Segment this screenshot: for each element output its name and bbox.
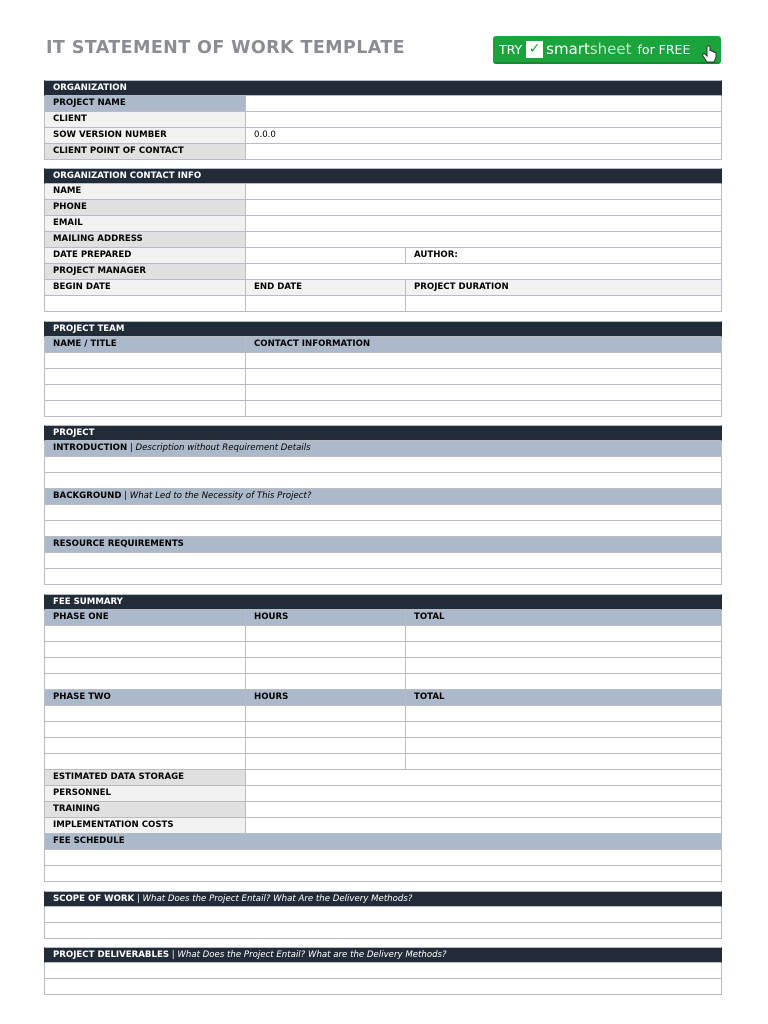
phase-two-cell[interactable] xyxy=(45,706,246,721)
deliverables-note: | What Does the Project Entail? What are the Delivery Methods? xyxy=(169,950,447,960)
total-cell[interactable] xyxy=(406,754,721,769)
contact-info-section xyxy=(44,168,722,312)
deliverables-header xyxy=(45,948,721,962)
hours-cell[interactable] xyxy=(246,738,406,753)
scope-of-work-note: | What Does the Project Entail? What Are the Delivery Methods? xyxy=(134,894,413,904)
scope-of-work-label: SCOPE OF WORK xyxy=(53,894,135,904)
date-prepared-label: DATE PREPARED xyxy=(45,248,246,263)
implementation-costs-label: IMPLEMENTATION COSTS xyxy=(45,818,246,833)
scope-of-work-section xyxy=(44,891,722,939)
cta-try-label: TRY xyxy=(499,41,523,57)
background-label: BACKGROUND xyxy=(53,491,122,501)
personnel-field[interactable] xyxy=(246,786,721,801)
deliverables-section xyxy=(44,947,722,995)
project-manager-field[interactable] xyxy=(246,264,721,279)
background-note: | What Led to the Necessity of This Project? xyxy=(121,491,312,501)
try-smartsheet-button[interactable] xyxy=(493,36,721,64)
email-label: EMAIL xyxy=(45,216,246,231)
team-contact-cell[interactable] xyxy=(246,401,721,416)
total-cell[interactable] xyxy=(406,626,721,641)
client-label: CLIENT xyxy=(45,112,246,127)
mailing-address-label: MAILING ADDRESS xyxy=(45,232,246,247)
introduction-note: | Description without Requirement Details xyxy=(127,443,311,453)
total-cell[interactable] xyxy=(406,642,721,657)
team-contact-cell[interactable] xyxy=(246,385,721,400)
team-contact-cell[interactable] xyxy=(246,353,721,368)
introduction-field[interactable] xyxy=(45,473,721,488)
hours-cell[interactable] xyxy=(246,658,406,673)
phase-one-cell[interactable] xyxy=(45,626,246,641)
sow-version-label: SOW VERSION NUMBER xyxy=(45,128,246,143)
email-field[interactable] xyxy=(246,216,721,231)
fee-schedule-field[interactable] xyxy=(45,866,721,881)
name-field[interactable] xyxy=(246,184,721,199)
name-label: NAME xyxy=(45,184,246,199)
project-team-header: PROJECT TEAM xyxy=(45,322,721,336)
phase-one-cell[interactable] xyxy=(45,658,246,673)
sow-version-field[interactable]: 0.0.0 xyxy=(254,130,276,140)
total-cell[interactable] xyxy=(406,674,721,689)
introduction-label: INTRODUCTION xyxy=(53,443,128,453)
total-cell[interactable] xyxy=(406,658,721,673)
hours-cell[interactable] xyxy=(246,722,406,737)
mailing-address-field[interactable] xyxy=(246,232,721,247)
client-poc-field[interactable] xyxy=(246,144,721,159)
contact-info-header: ORGANIZATION CONTACT INFO xyxy=(45,169,721,183)
total-col-header: TOTAL xyxy=(406,690,721,705)
cta-brand-a: smart xyxy=(546,40,590,58)
date-prepared-field[interactable] xyxy=(246,248,406,263)
data-storage-field[interactable] xyxy=(246,770,721,785)
organization-header: ORGANIZATION xyxy=(45,81,721,95)
hours-cell[interactable] xyxy=(246,626,406,641)
checkmark-icon: ✓ xyxy=(526,41,543,58)
phase-two-cell[interactable] xyxy=(45,722,246,737)
implementation-costs-field[interactable] xyxy=(246,818,721,833)
hand-cursor-icon xyxy=(701,45,719,65)
total-cell[interactable] xyxy=(406,738,721,753)
phone-label: PHONE xyxy=(45,200,246,215)
deliverables-label: PROJECT DELIVERABLES xyxy=(53,950,170,960)
resource-requirements-field[interactable] xyxy=(45,569,721,584)
background-header xyxy=(45,489,721,504)
phase-one-cell[interactable] xyxy=(45,674,246,689)
end-date-field[interactable] xyxy=(246,296,406,311)
introduction-field[interactable] xyxy=(45,457,721,472)
phase-one-cell[interactable] xyxy=(45,642,246,657)
team-name-cell[interactable] xyxy=(45,353,246,368)
team-contact-cell[interactable] xyxy=(246,369,721,384)
phase-two-cell[interactable] xyxy=(45,754,246,769)
phase-two-cell[interactable] xyxy=(45,738,246,753)
project-manager-label: PROJECT MANAGER xyxy=(45,264,246,279)
team-name-cell[interactable] xyxy=(45,401,246,416)
phase-one-header: PHASE ONE xyxy=(45,610,246,625)
phase-two-header: PHASE TWO xyxy=(45,690,246,705)
hours-cell[interactable] xyxy=(246,642,406,657)
client-poc-label: CLIENT POINT OF CONTACT xyxy=(45,144,246,159)
background-field[interactable] xyxy=(45,521,721,536)
introduction-header xyxy=(45,441,721,456)
fee-summary-section xyxy=(44,594,722,882)
project-name-field[interactable] xyxy=(246,96,721,111)
scope-of-work-field[interactable] xyxy=(45,907,721,922)
hours-cell[interactable] xyxy=(246,754,406,769)
data-storage-label: ESTIMATED DATA STORAGE xyxy=(45,770,246,785)
total-cell[interactable] xyxy=(406,722,721,737)
client-field[interactable] xyxy=(246,112,721,127)
phone-field[interactable] xyxy=(246,200,721,215)
team-name-cell[interactable] xyxy=(45,385,246,400)
hours-cell[interactable] xyxy=(246,706,406,721)
project-duration-label: PROJECT DURATION xyxy=(406,280,721,295)
total-cell[interactable] xyxy=(406,706,721,721)
page-title: IT STATEMENT OF WORK TEMPLATE xyxy=(46,38,406,58)
training-label: TRAINING xyxy=(45,802,246,817)
training-field[interactable] xyxy=(246,802,721,817)
author-label: AUTHOR: xyxy=(414,250,458,260)
hours-cell[interactable] xyxy=(246,674,406,689)
deliverables-field[interactable] xyxy=(45,979,721,994)
organization-section xyxy=(44,80,722,160)
cta-brand xyxy=(546,40,631,58)
hours-col-header: HOURS xyxy=(246,610,406,625)
fee-schedule-field[interactable] xyxy=(45,850,721,865)
contact-info-col-header: CONTACT INFORMATION xyxy=(246,337,721,352)
end-date-label: END DATE xyxy=(246,280,406,295)
scope-of-work-field[interactable] xyxy=(45,923,721,938)
cta-free-label: for FREE xyxy=(637,41,691,57)
total-col-header: TOTAL xyxy=(406,610,721,625)
project-header: PROJECT xyxy=(45,426,721,440)
hours-col-header: HOURS xyxy=(246,690,406,705)
project-name-label: PROJECT NAME xyxy=(45,96,246,111)
resource-requirements-field[interactable] xyxy=(45,553,721,568)
team-name-cell[interactable] xyxy=(45,369,246,384)
fee-summary-header: FEE SUMMARY xyxy=(45,595,721,609)
project-team-section xyxy=(44,321,722,417)
name-title-col-header: NAME / TITLE xyxy=(45,337,246,352)
fee-schedule-header: FEE SCHEDULE xyxy=(45,834,721,849)
project-duration-field[interactable] xyxy=(406,296,721,311)
project-section xyxy=(44,425,722,585)
begin-date-field[interactable] xyxy=(45,296,246,311)
resource-requirements-header: RESOURCE REQUIREMENTS xyxy=(45,537,721,552)
scope-of-work-header xyxy=(45,892,721,906)
background-field[interactable] xyxy=(45,505,721,520)
personnel-label: PERSONNEL xyxy=(45,786,246,801)
begin-date-label: BEGIN DATE xyxy=(45,280,246,295)
cta-brand-b: sheet xyxy=(589,40,632,58)
deliverables-field[interactable] xyxy=(45,963,721,978)
